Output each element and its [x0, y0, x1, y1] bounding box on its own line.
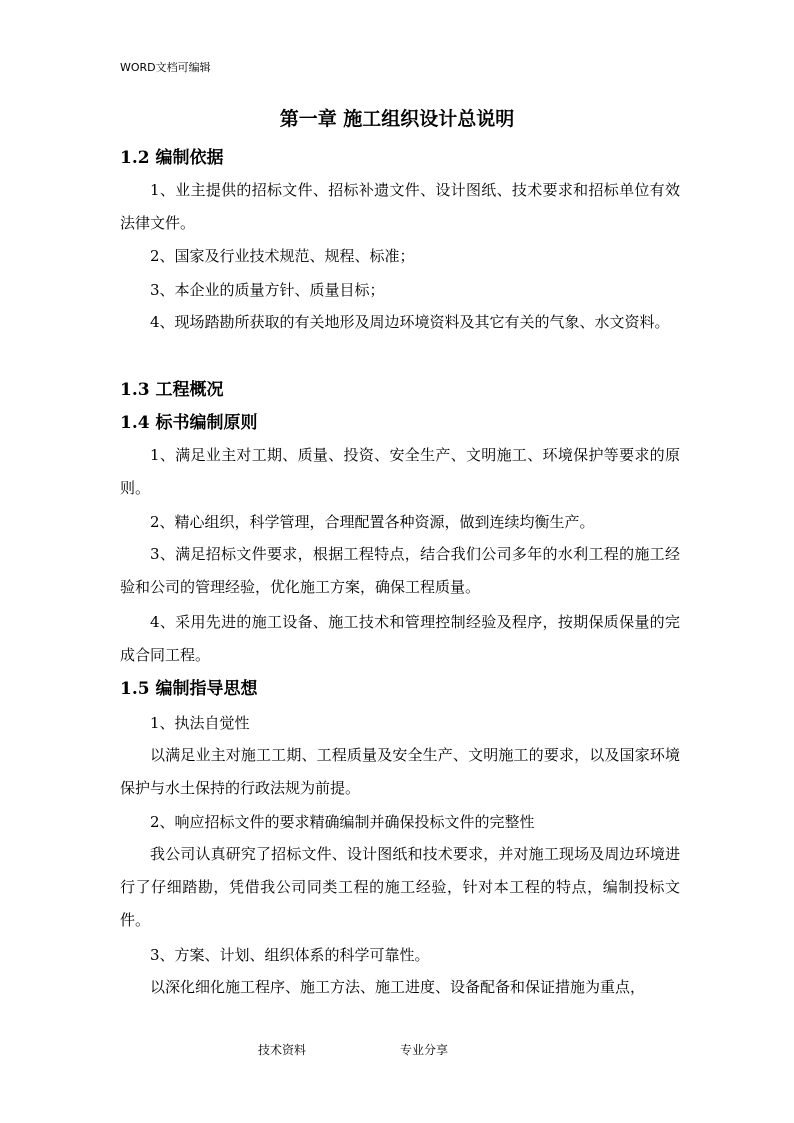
- footer-left: 技术资料: [258, 1043, 307, 1057]
- paragraph-1-2-item-1: 1、业主提供的招标文件、招标补遗文件、设计图纸、技术要求和招标单位有效法律文件。: [120, 181, 680, 232]
- paragraph-1-5-item-1: 1、执法自觉性: [150, 714, 250, 732]
- paragraph-1-5-item-5: 3、方案、计划、组织体系的科学可靠性。: [150, 946, 430, 964]
- paragraph-1-2-item-2: 2、国家及行业技术规范、规程、标准；: [150, 247, 415, 265]
- header-note: WORD文档可编辑: [120, 61, 211, 74]
- paragraph-1-5-item-6: 以深化细化施工程序、施工方法、施工进度、设备配备和保证措施为重点，: [150, 978, 646, 996]
- footer-right: 专业分享: [400, 1043, 449, 1057]
- section-heading-1-5: 1.5 编制指导思想: [120, 679, 258, 699]
- paragraph-1-2-item-4: 4、现场踏勘所获取的有关地形及周边环境资料及其它有关的气象、水文资料。: [150, 313, 670, 331]
- section-heading-1-3: 1.3 工程概况: [120, 380, 224, 400]
- page-title: 第一章 施工组织设计总说明: [279, 108, 515, 130]
- paragraph-1-5-item-4: 我公司认真研究了招标文件、设计图纸和技术要求，并对施工现场及周边环境进行了仔细踏勘，凭借我公司同类工程的施工经验，针对本工程的特点，编制投标文件。: [120, 845, 680, 929]
- paragraph-1-4-item-1: 1、满足业主对工期、质量、投资、安全生产、文明施工、环境保护等要求的原则。: [120, 446, 680, 497]
- paragraph-1-4-item-4: 4、采用先进的施工设备、施工技术和管理控制经验及程序，按期保质保量的完成合同工程。: [120, 613, 680, 664]
- section-heading-1-2: 1.2 编制依据: [120, 148, 224, 168]
- section-heading-1-4: 1.4 标书编制原则: [120, 413, 258, 433]
- paragraph-1-5-item-3: 2、响应招标文件的要求精确编制并确保投标文件的完整性: [150, 813, 535, 831]
- paragraph-1-4-item-3: 3、满足招标文件要求，根据工程特点，结合我们公司多年的水利工程的施工经验和公司的管理经验，优化施工方案，确保工程质量。: [120, 545, 680, 596]
- paragraph-1-2-item-3: 3、本企业的质量方针、质量目标；: [150, 281, 385, 299]
- paragraph-1-5-item-2: 以满足业主对施工工期、工程质量及安全生产、文明施工的要求，以及国家环境保护与水土保持的行政法规为前提。: [120, 746, 680, 797]
- paragraph-1-4-item-2: 2、精心组织，科学管理，合理配置各种资源，做到连续均衡生产。: [150, 513, 595, 531]
